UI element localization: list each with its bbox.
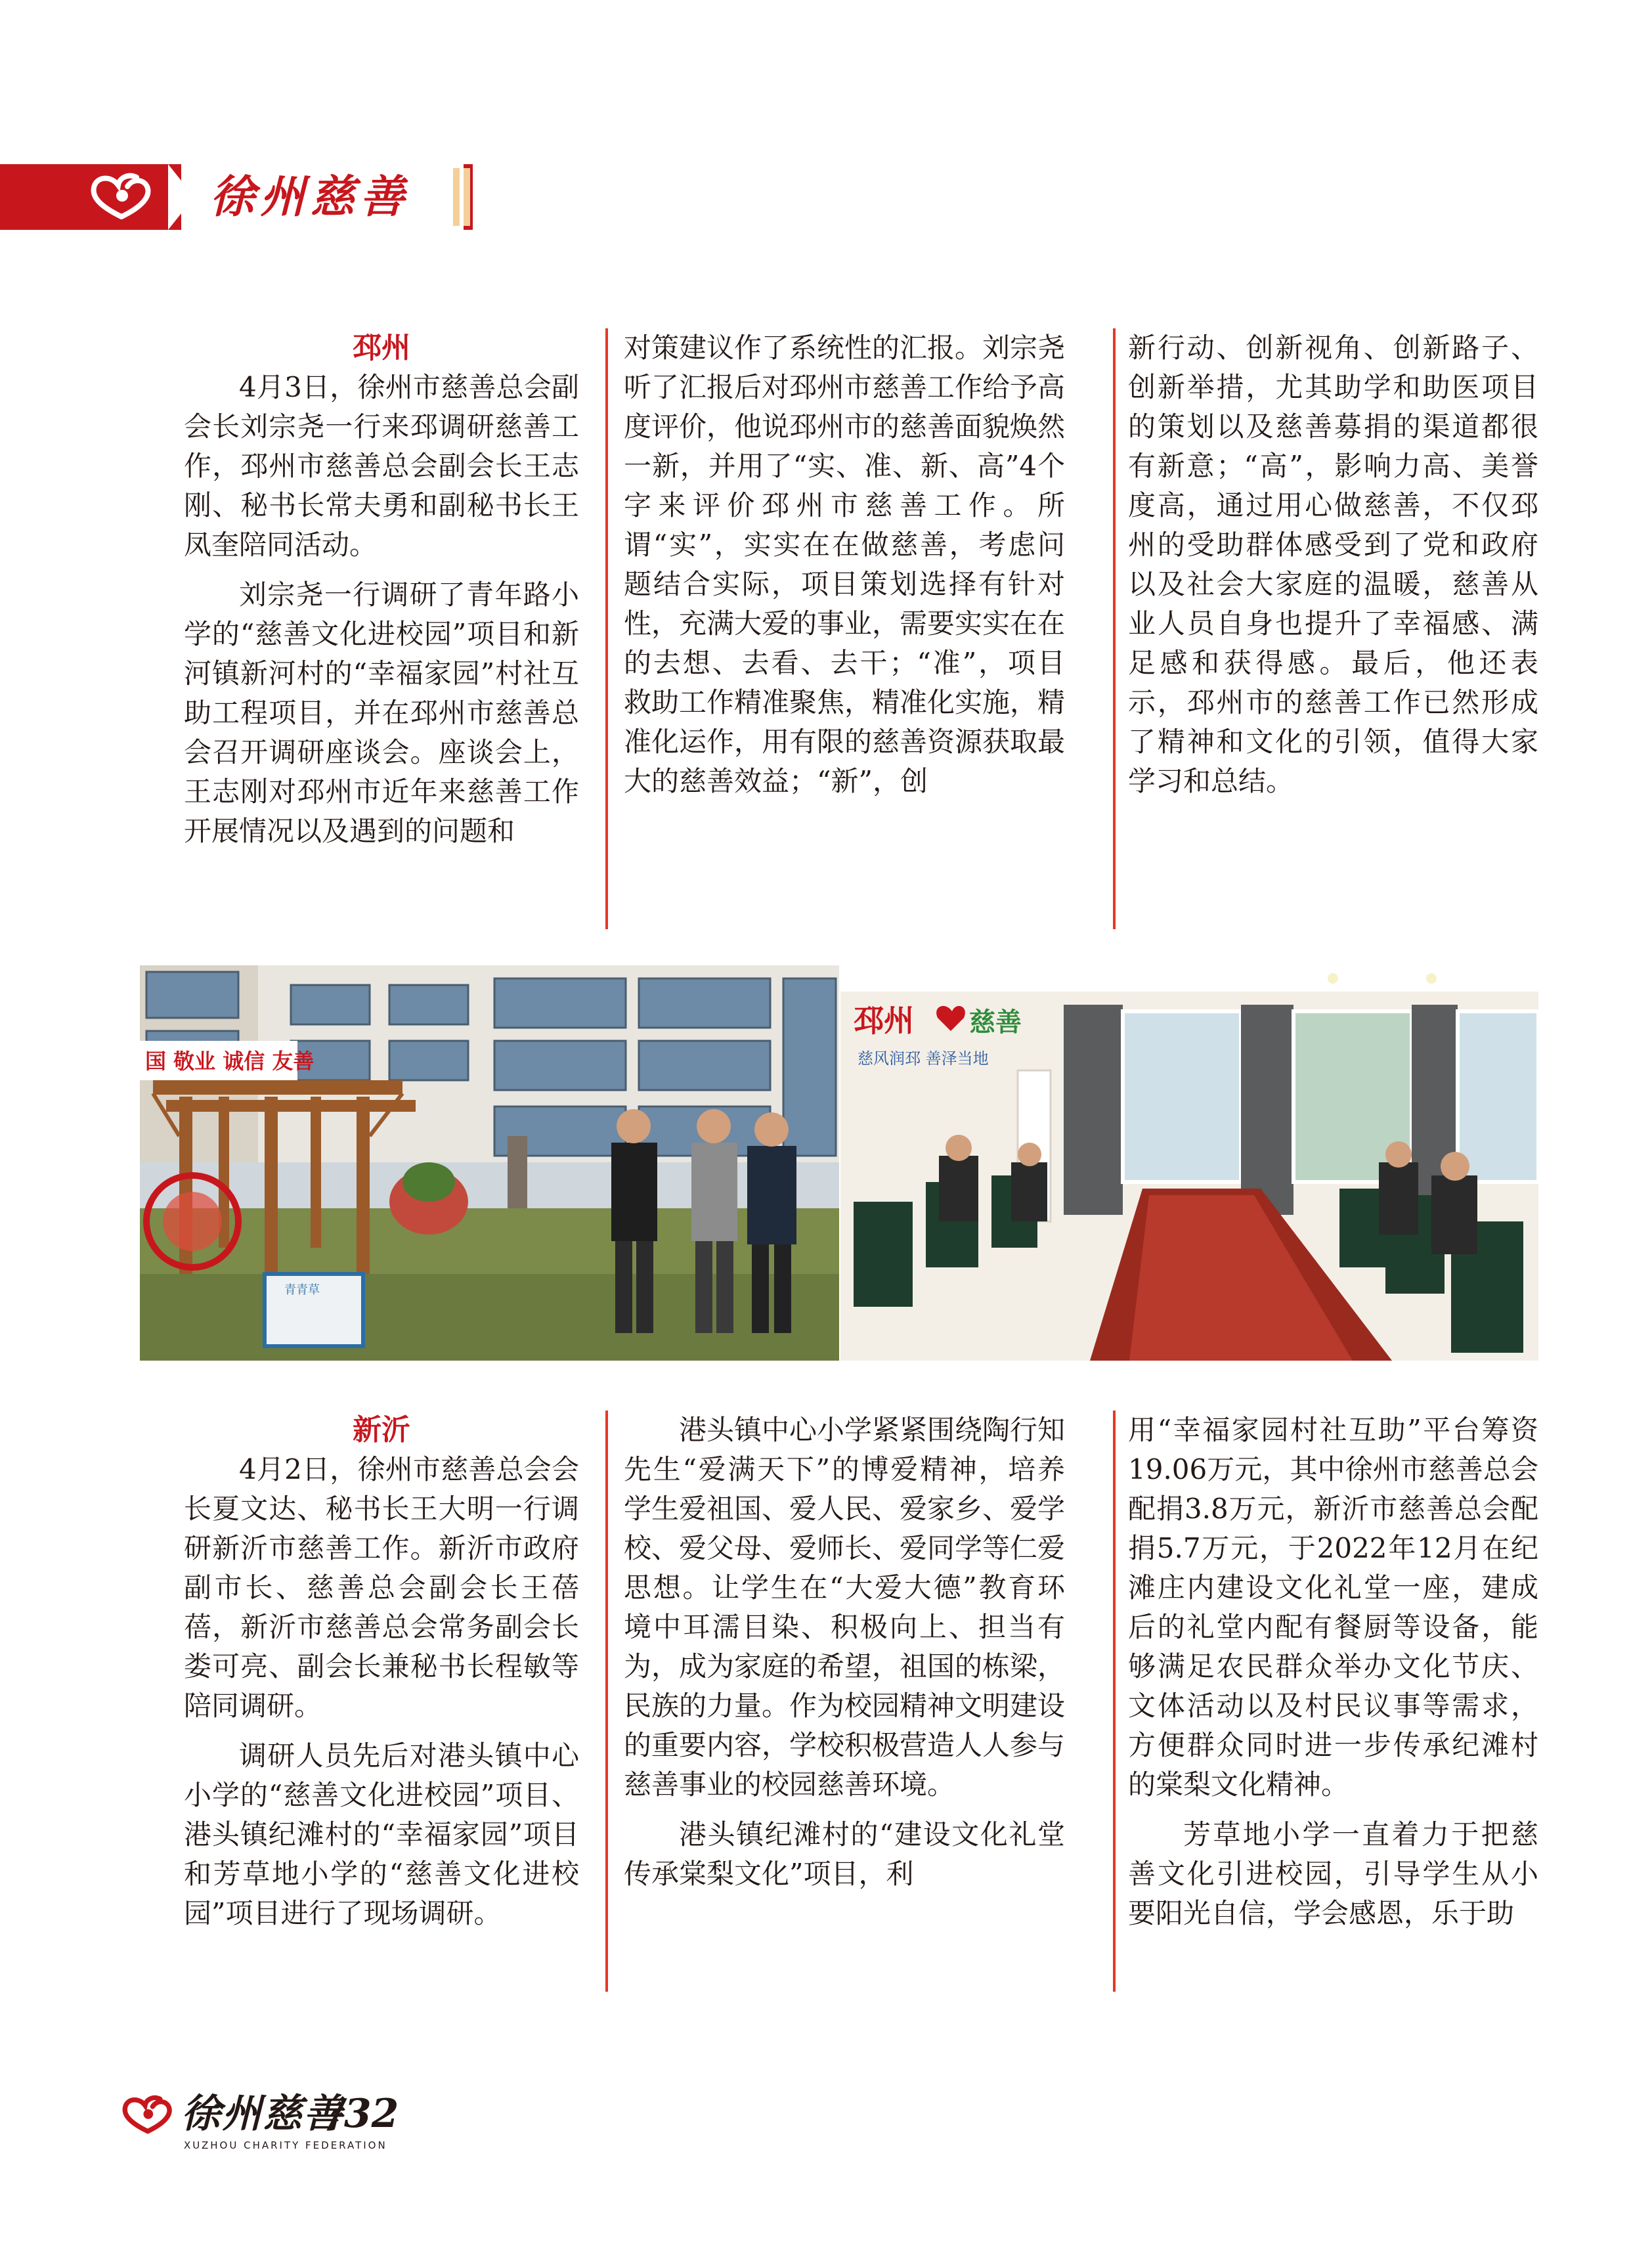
pizhou-paragraph: 对策建议作了系统性的汇报。刘宗尧听了汇报后对邳州市慈善工作给予高度评价，他说邳州市的慈善面貌焕然一新，并用了“实、准、新、高”4个字来评价邳州市慈善工作。所谓“实”，实实在在做慈善，考虑问题结合实际，项目策划选择有针对性，充满大爱的事业，需要实实在在的去想、去看、去干；“准”，项目救助工作精准聚焦，精准化实施，精准化运作，用有限的慈善资源获取最大的慈善效益；“新”，创 — [624, 332, 1066, 797]
xinyi-heading: 新沂 — [353, 1413, 410, 1447]
photo-slogan-text: 国 敬业 诚信 友善 — [145, 1049, 315, 1074]
banner-chevron — [168, 164, 194, 230]
xinyi-paragraph: 芳草地小学一直着力于把慈善文化引进校园，引导学生从小要阳光自信，学会感恩，乐于助 — [1128, 1818, 1538, 1929]
xinyi-column-3 — [1128, 1411, 1538, 1933]
page-footer — [118, 2088, 460, 2160]
pizhou-paragraph: 新行动、创新视角、创新路子、创新举措，尤其助学和助医项目的策划以及慈善募捐的渠道都很有新意；“高”，影响力高、美誉度高，通过用心做慈善，不仅邳州的受助群体感受到了党和政府以及社会大家庭的温暖，慈善从业人员自身也提升了幸福感、满足感和获得感。最后，他还表示，邳州市的慈善工作已然形成了精神和文化的引领，值得大家学习和总结。 — [1128, 332, 1538, 797]
xinyi-paragraph: 调研人员先后对港头镇中心小学的“慈善文化进校园”项目、港头镇纪滩村的“幸福家园”项目和芳草地小学的“慈善文化进校园”项目进行了现场调研。 — [184, 1740, 579, 1929]
xinyi-paragraph: 用“幸福家园村社互助”平台筹资19.06万元，其中徐州市慈善总会配捐3.8万元，新沂市慈善总会配捐5.7万元，于2022年12月在纪滩庄内建设文化礼堂一座，建成后的礼堂内配有餐厨等设备，能够满足农民群众举办文化节庆、文体活动以及村民议事等需求，方便群众同时进一步传承纪滩村的棠梨文化精神。 — [1128, 1414, 1538, 1801]
xinyi-paragraph: 港头镇中心小学紧紧围绕陶行知先生“爱满天下”的博爱精神，培养学生爱祖国、爱人民、爱家乡、爱学校、爱父母、爱师长、爱同学等仁爱思想。让学生在“大爱大德”教育环境中耳濡目染、积极向上、担当有为，成为家庭的希望，祖国的栋梁，民族的力量。作为校园精神文明建设的重要内容，学校积极营造人人参与慈善事业的校园慈善环境。 — [624, 1414, 1066, 1801]
pizhou-paragraph: 刘宗尧一行调研了青年路小学的“慈善文化进校园”项目和新河镇新河村的“幸福家园”村社互助工程项目，并在邳州市慈善总会召开调研座谈会。座谈会上，王志刚对邳州市近年来慈善工作开展情况以及遇到的问题和 — [184, 579, 579, 847]
pizhou-heading: 邳州 — [353, 331, 410, 364]
photo-school-garden — [140, 965, 839, 1361]
photo-logo-text-2: 慈善 — [969, 1007, 1022, 1038]
xinyi-column-1 — [184, 1411, 579, 1933]
pizhou-paragraph: 4月3日，徐州市慈善总会副会长刘宗尧一行来邳调研慈善工作，邳州市慈善总会副会长王志刚、秘书长常夫勇和副秘书长王凤奎陪同活动。 — [184, 371, 579, 561]
header-title: 徐州慈善 — [210, 171, 410, 223]
xinyi-paragraph: 4月2日，徐州市慈善总会会长夏文达、秘书长王大明一行调研新沂市慈善工作。新沂市政府副市长、慈善总会副会长王蓓蓓，新沂市慈善总会常务副会长娄可亮、副会长兼秘书长程敏等陪同调研。 — [184, 1453, 579, 1722]
xinyi-column-2 — [624, 1411, 1065, 1894]
xinyi-paragraph: 港头镇纪滩村的“建设文化礼堂 传承棠梨文化”项目，利 — [624, 1818, 1065, 1890]
pizhou-column-3 — [1128, 328, 1538, 801]
page-number: /32 — [330, 2091, 399, 2137]
banner-accent-bar — [464, 168, 470, 226]
charity-logo-icon — [85, 169, 158, 225]
column-divider — [605, 1411, 608, 1992]
banner-accent-bar — [453, 168, 460, 226]
photo-board-text: 青青草 — [284, 1283, 320, 1297]
header-banner — [0, 164, 473, 230]
footer-subtitle: XUZHOU CHARITY FEDERATION — [184, 2139, 387, 2151]
photo-meeting-room — [840, 965, 1538, 1361]
pizhou-column-2 — [624, 328, 1065, 801]
charity-logo-icon — [118, 2092, 177, 2138]
column-divider — [1113, 328, 1116, 929]
photo-slogan-wall: 慈风润邳 善泽当地 — [858, 1049, 989, 1068]
photo-logo-text: 邳州 — [854, 1003, 914, 1038]
column-divider — [605, 328, 608, 929]
footer-title: 徐州慈善 — [181, 2091, 344, 2137]
pizhou-column-1 — [184, 328, 579, 851]
column-divider — [1113, 1411, 1116, 1992]
